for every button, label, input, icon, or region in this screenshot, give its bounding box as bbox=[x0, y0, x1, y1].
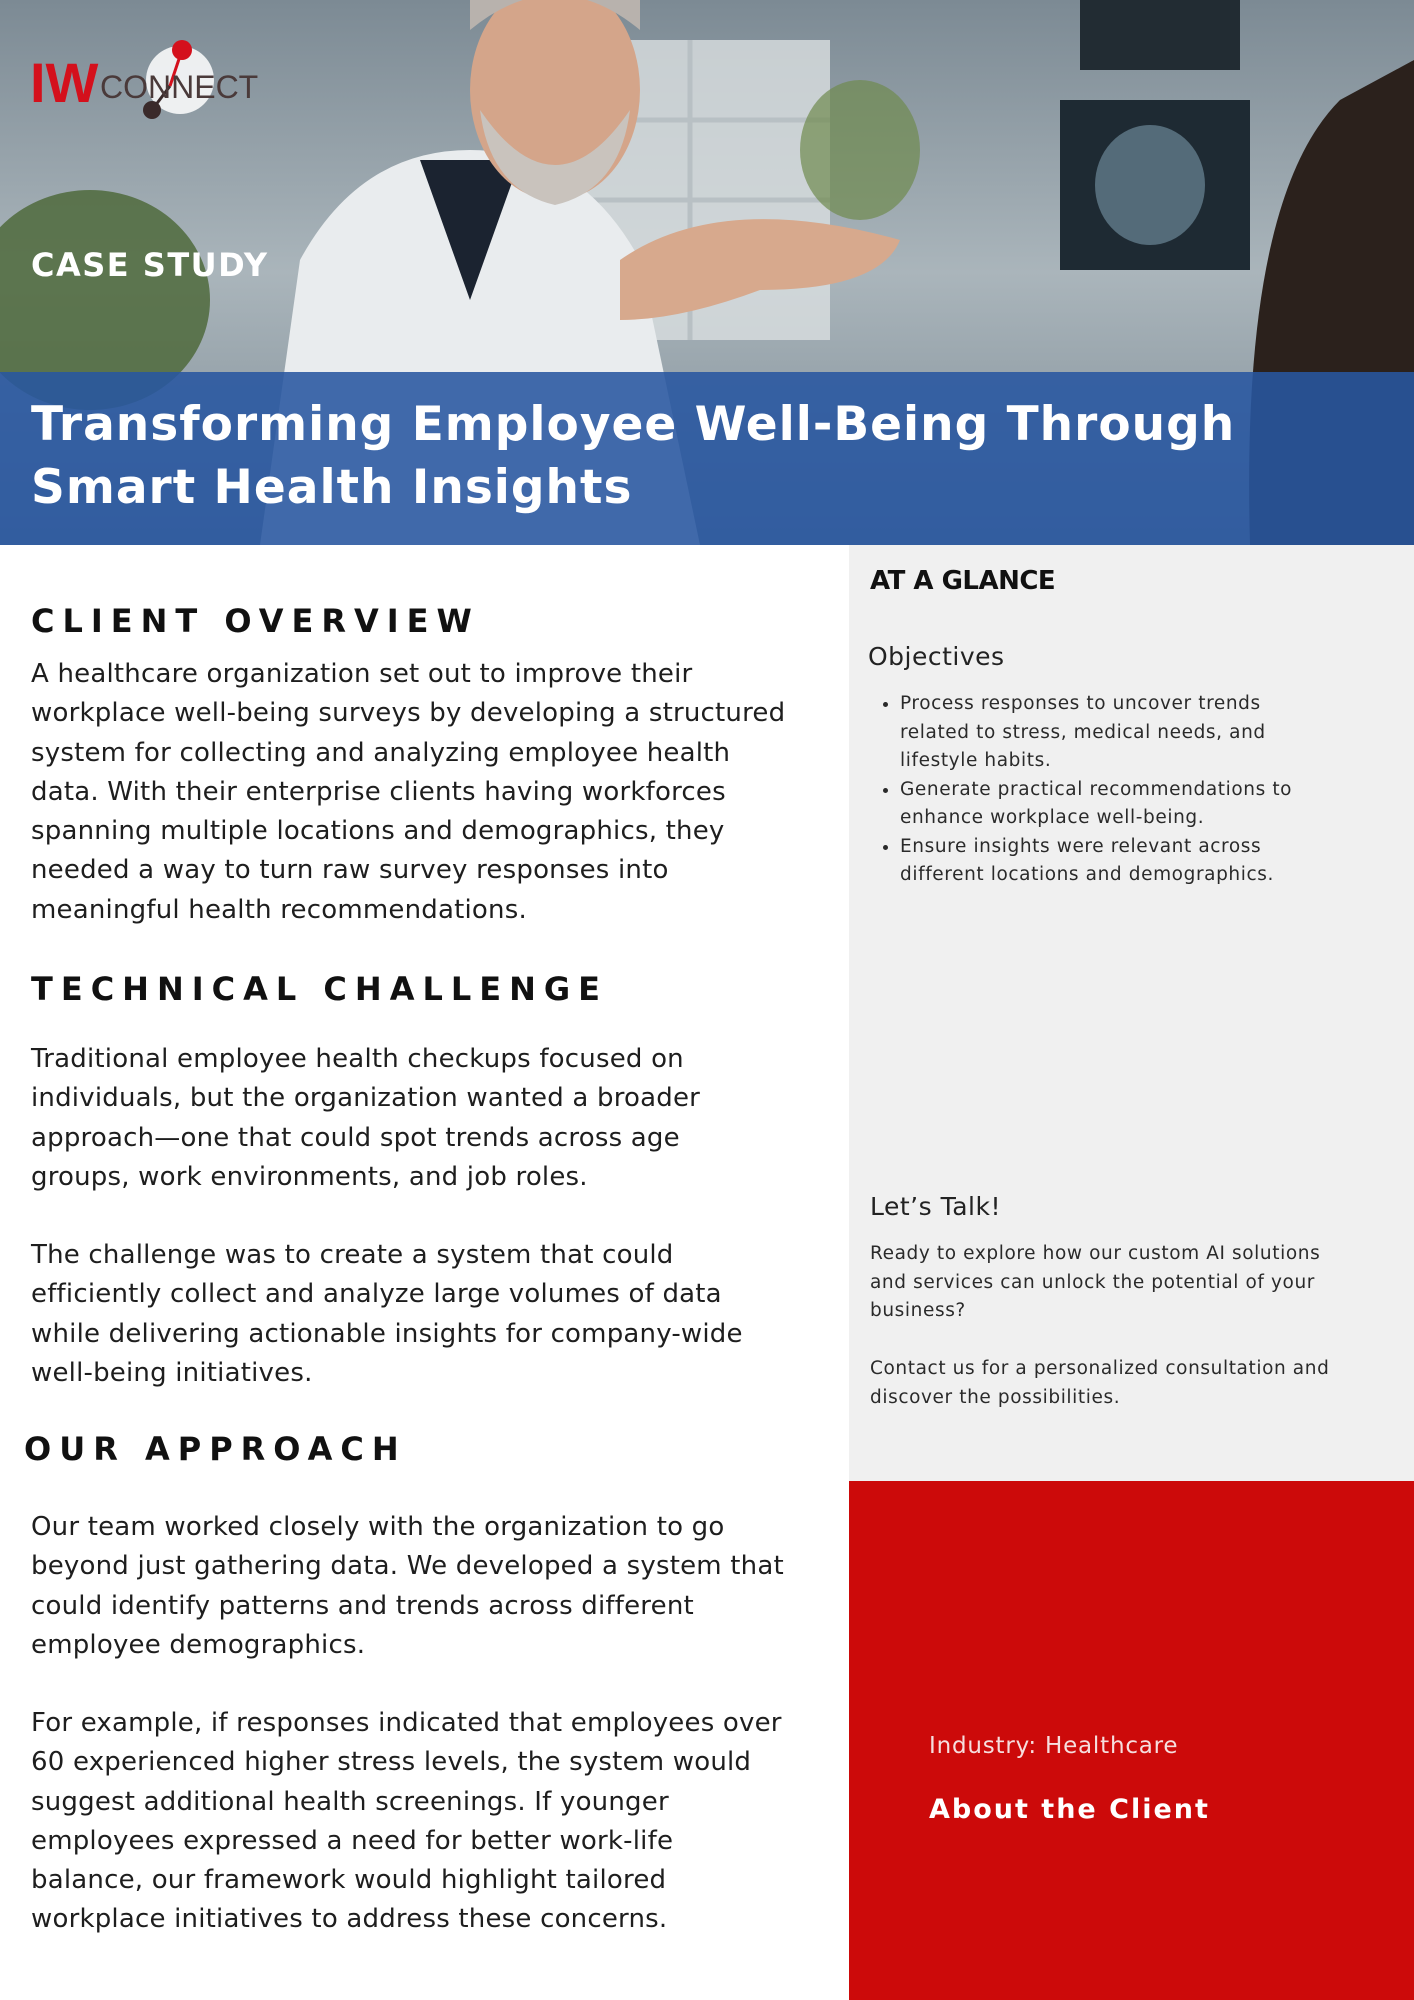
objectives-list bbox=[868, 690, 1400, 890]
text-line: The challenge was to create a system that could bbox=[31, 1240, 674, 1270]
hero-banner bbox=[0, 0, 1414, 545]
text-line: enhance workplace well-being. bbox=[900, 807, 1205, 828]
list-item bbox=[900, 776, 1400, 833]
text-line: meaningful health recommendations. bbox=[31, 894, 527, 925]
lets-talk-title: Let’s Talk! bbox=[870, 1192, 1001, 1221]
text-line: workplace well-being surveys by developing a structured bbox=[31, 698, 786, 729]
company-logo bbox=[30, 40, 260, 120]
text-line: Contact us for a personalized consultation and bbox=[870, 1358, 1330, 1379]
client-overview-heading: CLIENT OVERVIEW bbox=[31, 602, 480, 640]
objectives-title: Objectives bbox=[868, 642, 1005, 671]
text-line: groups, work environments, and job roles. bbox=[31, 1161, 588, 1192]
svg-text:IW: IW bbox=[30, 51, 99, 114]
text-line: suggest additional health screenings. If younger bbox=[31, 1786, 669, 1817]
text-line: employee demographics. bbox=[31, 1629, 366, 1660]
page-title bbox=[31, 393, 1281, 519]
text-line: Process responses to uncover trends bbox=[900, 693, 1261, 714]
technical-challenge-heading: TECHNICAL CHALLENGE bbox=[31, 970, 608, 1008]
lets-talk-text-2 bbox=[870, 1355, 1380, 1412]
at-a-glance-panel bbox=[849, 545, 1414, 1481]
text-line: needed a way to turn raw survey responses into bbox=[31, 855, 669, 886]
text-line: approach—one that could spot trends across age bbox=[31, 1122, 680, 1153]
at-a-glance-heading: AT A GLANCE bbox=[870, 566, 1056, 596]
text-line: related to stress, medical needs, and bbox=[900, 721, 1266, 743]
text-line: balance, our framework would highlight tailored bbox=[31, 1865, 667, 1896]
our-approach-text-2 bbox=[31, 1704, 821, 1940]
text-line: Ready to explore how our custom AI solutions bbox=[870, 1243, 1321, 1264]
text-line: while delivering actionable insights for company-wide bbox=[31, 1318, 743, 1349]
title-line: Smart Health Insights bbox=[31, 460, 633, 515]
technical-challenge-text-1 bbox=[31, 1040, 821, 1197]
client-overview-text bbox=[31, 655, 821, 930]
text-line: Traditional employee health checkups focused on bbox=[31, 1044, 684, 1074]
text-line: and services can unlock the potential of your bbox=[870, 1271, 1315, 1293]
text-line: Our team worked closely with the organization to go bbox=[31, 1512, 725, 1542]
list-item bbox=[900, 690, 1400, 776]
list-item bbox=[900, 833, 1400, 890]
text-line: A healthcare organization set out to improve their bbox=[31, 659, 693, 689]
text-line: data. With their enterprise clients having workforces bbox=[31, 776, 726, 807]
text-line: individuals, but the organization wanted a broader bbox=[31, 1083, 701, 1114]
industry-label: Industry: Healthcare bbox=[929, 1733, 1179, 1759]
text-line: different locations and demographics. bbox=[900, 864, 1274, 885]
text-line: could identify patterns and trends across different bbox=[31, 1590, 694, 1621]
about-client-heading: About the Client bbox=[929, 1794, 1210, 1825]
text-line: beyond just gathering data. We developed a system that bbox=[31, 1551, 784, 1582]
text-line: Ensure insights were relevant across bbox=[900, 835, 1262, 857]
text-line: spanning multiple locations and demographics, they bbox=[31, 816, 725, 847]
text-line: discover the possibilities. bbox=[870, 1386, 1121, 1408]
text-line: lifestyle habits. bbox=[900, 750, 1052, 771]
text-line: efficiently collect and analyze large volumes of data bbox=[31, 1279, 722, 1310]
text-line: system for collecting and analyzing employee health bbox=[31, 737, 731, 768]
svg-text:CONNECT: CONNECT bbox=[100, 69, 259, 105]
text-line: well-being initiatives. bbox=[31, 1357, 313, 1388]
text-line: For example, if responses indicated that employees over bbox=[31, 1708, 782, 1738]
our-approach-heading: OUR APPROACH bbox=[24, 1430, 407, 1468]
text-line: 60 experienced higher stress levels, the system would bbox=[31, 1747, 752, 1778]
our-approach-text-1 bbox=[31, 1508, 821, 1665]
text-line: employees expressed a need for better work-life bbox=[31, 1825, 674, 1856]
title-line: Transforming Employee Well-Being Through bbox=[31, 397, 1236, 452]
text-line: Generate practical recommendations to bbox=[900, 778, 1293, 800]
text-line: workplace initiatives to address these concerns. bbox=[31, 1904, 668, 1935]
technical-challenge-text-2 bbox=[31, 1236, 821, 1393]
case-study-label: CASE STUDY bbox=[31, 246, 269, 284]
lets-talk-text-1 bbox=[870, 1240, 1380, 1326]
text-line: business? bbox=[870, 1300, 966, 1321]
